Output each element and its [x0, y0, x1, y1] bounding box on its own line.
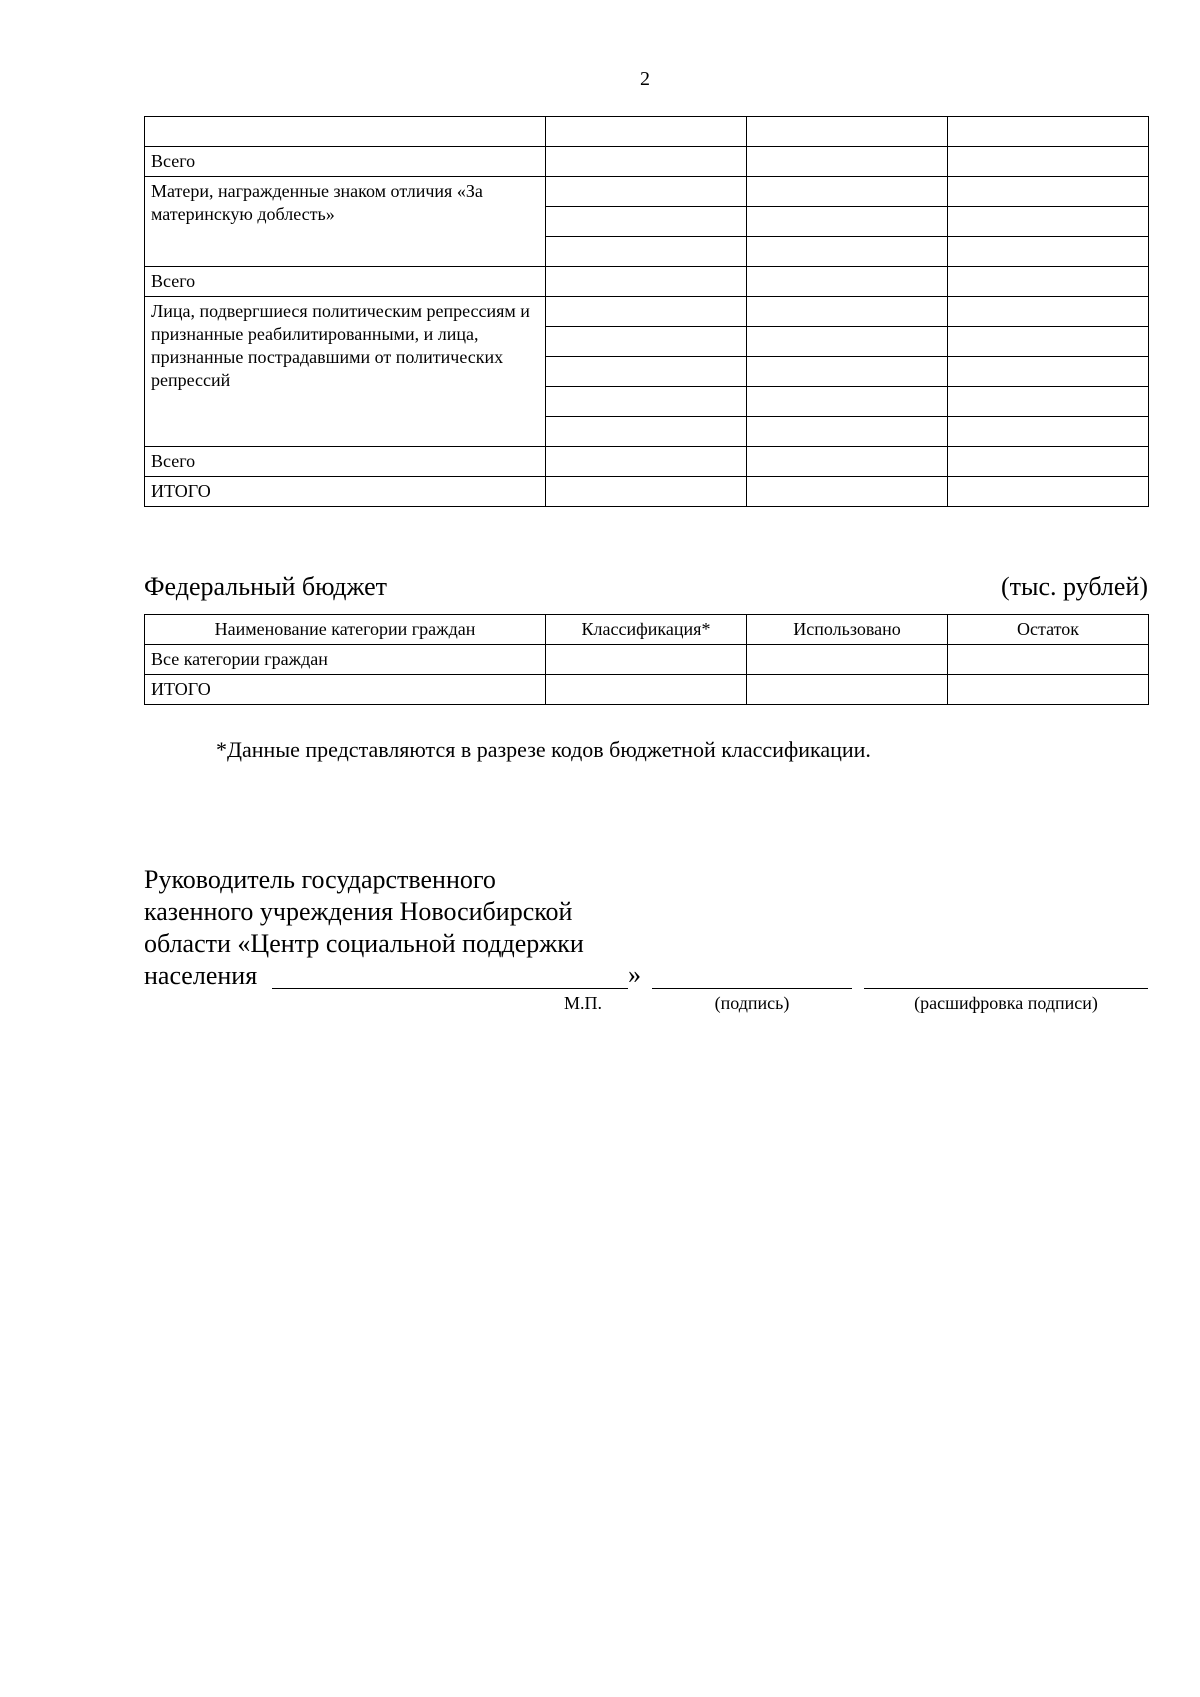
- column-header: Наименование категории граждан: [145, 615, 546, 645]
- closing-quote: »: [628, 960, 641, 989]
- table-cell: [546, 117, 747, 147]
- table-cell: [948, 645, 1149, 675]
- column-header: Остаток: [948, 615, 1149, 645]
- row-label-grand-total: ИТОГО: [145, 675, 546, 705]
- table-cell: [948, 297, 1149, 327]
- stamp-label: М.П.: [564, 993, 603, 1013]
- row-label-total: Всего: [145, 147, 546, 177]
- table-cell: [747, 327, 948, 357]
- table-cell: [546, 147, 747, 177]
- table-cell: [546, 477, 747, 507]
- table-cell: [747, 357, 948, 387]
- table-cell: [747, 237, 948, 267]
- unit-label: (тыс. рублей): [1000, 572, 1148, 601]
- table-cell: [747, 147, 948, 177]
- table-cell: [948, 177, 1149, 207]
- table-cell: [948, 387, 1149, 417]
- table-cell: [747, 477, 948, 507]
- table-row: [145, 117, 1149, 147]
- row-label-repressed: Лица, подвергшиеся политическим репрессиям и признанные реабилитированными, и лица, признанные пострадавшими от политических репрессий: [145, 297, 546, 447]
- table-row: [145, 477, 1149, 507]
- table-cell: [948, 207, 1149, 237]
- signature-decoding-line: [864, 988, 1148, 989]
- table-cell: [948, 147, 1149, 177]
- row-label-grand-total: ИТОГО: [145, 477, 546, 507]
- table-cell: [747, 417, 948, 447]
- table-cell: [747, 447, 948, 477]
- federal-budget-table: [144, 614, 1149, 705]
- table-cell: [747, 207, 948, 237]
- table-cell: [948, 327, 1149, 357]
- decoding-caption: (расшифровка подписи): [914, 993, 1098, 1013]
- table-cell: [546, 645, 747, 675]
- table-cell: [948, 117, 1149, 147]
- table-cell: [948, 477, 1149, 507]
- signer-title-line: Руководитель государственного: [144, 865, 496, 894]
- table-cell: [747, 675, 948, 705]
- table-cell: [546, 327, 747, 357]
- table-cell: [948, 357, 1149, 387]
- table-cell: [747, 117, 948, 147]
- column-header: Классификация*: [546, 615, 747, 645]
- institution-name-line: [272, 988, 628, 989]
- table-row: [145, 297, 1149, 327]
- table-row: [145, 645, 1149, 675]
- table-cell: [747, 387, 948, 417]
- table-cell: [948, 675, 1149, 705]
- table-cell: [948, 267, 1149, 297]
- signature-block: [144, 864, 584, 992]
- signer-title-line: области «Центр социальной поддержки: [144, 929, 584, 958]
- signature-line: [652, 988, 852, 989]
- table-cell: [546, 675, 747, 705]
- table-cell: [747, 267, 948, 297]
- table-cell: [948, 237, 1149, 267]
- table-cell: [948, 417, 1149, 447]
- table-cell: [546, 417, 747, 447]
- page-number: 2: [640, 68, 650, 90]
- row-label: Все категории граждан: [145, 645, 546, 675]
- table-cell: [546, 387, 747, 417]
- row-label-mothers: Матери, награжденные знаком отличия «За материнскую доблесть»: [145, 177, 546, 267]
- table-row: [145, 147, 1149, 177]
- row-label: [145, 117, 546, 147]
- row-label-total: Всего: [145, 267, 546, 297]
- federal-budget-title: Федеральный бюджет: [144, 572, 387, 601]
- table-cell: [546, 357, 747, 387]
- table-cell: [546, 237, 747, 267]
- table-row: [145, 177, 1149, 207]
- table-cell: [546, 177, 747, 207]
- table-cell: [948, 447, 1149, 477]
- table-cell: [747, 645, 948, 675]
- signer-title-line: казенного учреждения Новосибирской: [144, 897, 573, 926]
- table-row: [145, 447, 1149, 477]
- categories-table: [144, 116, 1149, 507]
- footnote: *Данные представляются в разрезе кодов бюджетной классификации.: [216, 737, 871, 762]
- table-row: [145, 267, 1149, 297]
- table-cell: [546, 267, 747, 297]
- table-cell: [546, 207, 747, 237]
- table-row: [145, 675, 1149, 705]
- signer-title-line: населения: [144, 961, 258, 990]
- row-label-total: Всего: [145, 447, 546, 477]
- table-cell: [747, 177, 948, 207]
- column-header: Использовано: [747, 615, 948, 645]
- table-cell: [546, 447, 747, 477]
- table-cell: [747, 297, 948, 327]
- table-cell: [546, 297, 747, 327]
- signature-caption: (подпись): [714, 993, 790, 1013]
- table-header-row: [145, 615, 1149, 645]
